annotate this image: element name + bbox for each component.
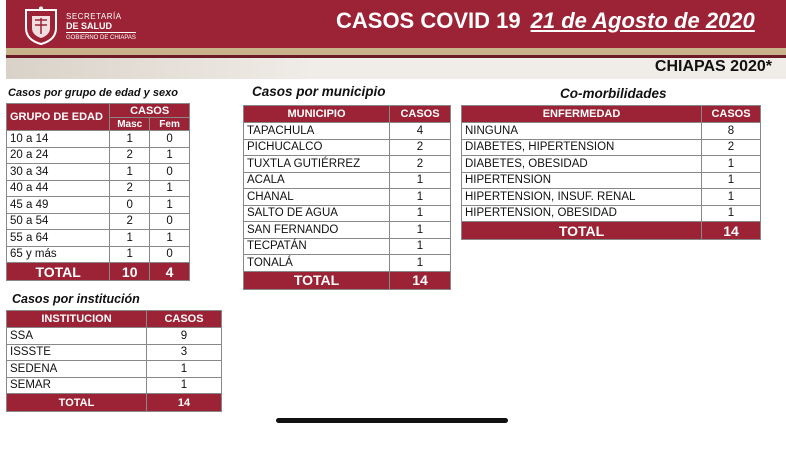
region-label: CHIAPAS 2020* [654, 58, 772, 75]
cell-casos: 1 [390, 189, 451, 206]
col-municipio: MUNICIPIO [244, 106, 390, 123]
total-value: 14 [147, 394, 222, 412]
total-value: 14 [702, 222, 761, 240]
col-casos: CASOS [390, 106, 451, 123]
cell-casos: 2 [390, 156, 451, 173]
cell-masc: 2 [110, 180, 150, 197]
cell-casos: 8 [702, 123, 761, 140]
section-title-edad: Casos por grupo de edad y sexo [8, 87, 178, 99]
table-row [462, 205, 761, 222]
section-title-municipio: Casos por municipio [252, 84, 386, 99]
cell-fem: 1 [150, 147, 190, 164]
col-masc: Masc [110, 118, 150, 131]
cell-municipio: PICHUCALCO [244, 139, 390, 156]
cell-municipio: ACALA [244, 172, 390, 189]
coat-of-arms-icon [22, 6, 60, 46]
cell-casos: 1 [147, 361, 222, 378]
cell-casos: 1 [390, 238, 451, 255]
cell-masc: 1 [110, 164, 150, 181]
cell-casos: 1 [702, 205, 761, 222]
table-row [244, 189, 451, 206]
title-date: 21 de Agosto de 2020 [530, 8, 755, 33]
table-row [244, 172, 451, 189]
cell-institucion: SEMAR [7, 377, 147, 394]
header-banner [6, 0, 786, 79]
table-row [462, 172, 761, 189]
cell-fem: 0 [150, 213, 190, 230]
cell-enfermedad: HIPERTENSION [462, 172, 702, 189]
total-label: TOTAL [462, 222, 702, 240]
table-row [7, 246, 190, 263]
cell-casos: 1 [390, 255, 451, 272]
table-row [7, 147, 190, 164]
cell-fem: 0 [150, 246, 190, 263]
total-row [462, 222, 761, 240]
total-fem: 4 [150, 263, 190, 281]
table-row [462, 156, 761, 173]
cell-casos: 2 [702, 139, 761, 156]
cell-municipio: CHANAL [244, 189, 390, 206]
cell-casos: 1 [147, 377, 222, 394]
table-row [244, 139, 451, 156]
table-comorbilidades [461, 105, 761, 240]
table-institucion [6, 310, 222, 412]
cell-casos: 1 [390, 172, 451, 189]
cell-municipio: TAPACHULA [244, 123, 390, 140]
cell-fem: 0 [150, 131, 190, 148]
total-row [244, 271, 451, 289]
table-row [7, 180, 190, 197]
cell-casos: 1 [702, 172, 761, 189]
table-row [7, 377, 222, 394]
table-row [7, 328, 222, 345]
section-title-institucion: Casos por institución [12, 292, 140, 306]
cell-masc: 0 [110, 197, 150, 214]
table-row [244, 255, 451, 272]
cell-municipio: TONALÁ [244, 255, 390, 272]
cell-casos: 1 [390, 222, 451, 239]
cell-masc: 1 [110, 230, 150, 247]
table-row [7, 213, 190, 230]
logo-line-3: GOBIERNO DE CHIAPAS [66, 32, 136, 42]
cell-masc: 1 [110, 246, 150, 263]
horizontal-scrollbar[interactable] [276, 418, 508, 423]
table-municipio [243, 105, 451, 290]
table-row [7, 230, 190, 247]
table-row [462, 189, 761, 206]
cell-masc: 2 [110, 147, 150, 164]
cell-enfermedad: HIPERTENSION, OBESIDAD [462, 205, 702, 222]
cell-grupo: 45 a 49 [7, 197, 110, 214]
cell-masc: 2 [110, 213, 150, 230]
cell-masc: 1 [110, 131, 150, 148]
cell-casos: 1 [702, 189, 761, 206]
logo-line-2: DE SALUD [66, 21, 113, 31]
cell-fem: 1 [150, 180, 190, 197]
table-row [244, 238, 451, 255]
section-title-comorbilidades: Co-morbilidades [560, 86, 667, 101]
cell-casos: 2 [390, 139, 451, 156]
cell-fem: 1 [150, 197, 190, 214]
cell-fem: 0 [150, 164, 190, 181]
table-row [7, 361, 222, 378]
cell-municipio: TUXTLA GUTIÉRREZ [244, 156, 390, 173]
cell-grupo: 65 y más [7, 246, 110, 263]
col-casos: CASOS [147, 311, 222, 328]
page-title [336, 8, 755, 34]
cell-grupo: 10 a 14 [7, 131, 110, 148]
total-label: TOTAL [244, 271, 390, 289]
table-row [462, 139, 761, 156]
cell-grupo: 50 a 54 [7, 213, 110, 230]
cell-institucion: ISSSTE [7, 344, 147, 361]
table-row [462, 123, 761, 140]
total-row [7, 263, 190, 281]
table-row [244, 222, 451, 239]
total-label: TOTAL [7, 263, 110, 281]
cell-municipio: TECPATÁN [244, 238, 390, 255]
col-institucion: INSTITUCION [7, 311, 147, 328]
cell-enfermedad: NINGUNA [462, 123, 702, 140]
col-casos: CASOS [110, 104, 190, 118]
col-grupo-edad: GRUPO DE EDAD [7, 104, 110, 131]
cell-casos: 4 [390, 123, 451, 140]
cell-grupo: 30 a 34 [7, 164, 110, 181]
col-enfermedad: ENFERMEDAD [462, 106, 702, 123]
table-edad [6, 103, 190, 281]
cell-fem: 1 [150, 230, 190, 247]
cell-enfermedad: DIABETES, HIPERTENSION [462, 139, 702, 156]
cell-casos: 1 [390, 205, 451, 222]
cell-grupo: 40 a 44 [7, 180, 110, 197]
cell-casos: 9 [147, 328, 222, 345]
total-row [7, 394, 222, 412]
table-row [244, 205, 451, 222]
total-value: 14 [390, 271, 451, 289]
cell-municipio: SALTO DE AGUA [244, 205, 390, 222]
header-stripe [6, 48, 786, 55]
cell-institucion: SSA [7, 328, 147, 345]
table-row [7, 344, 222, 361]
cell-municipio: SAN FERNANDO [244, 222, 390, 239]
total-masc: 10 [110, 263, 150, 281]
table-row [244, 156, 451, 173]
cell-grupo: 20 a 24 [7, 147, 110, 164]
col-fem: Fem [150, 118, 190, 131]
cell-grupo: 55 a 64 [7, 230, 110, 247]
cell-institucion: SEDENA [7, 361, 147, 378]
table-row [7, 164, 190, 181]
header-bottom-shade [6, 58, 316, 79]
col-casos: CASOS [702, 106, 761, 123]
cell-enfermedad: HIPERTENSION, INSUF. RENAL [462, 189, 702, 206]
cell-enfermedad: DIABETES, OBESIDAD [462, 156, 702, 173]
logo-line-1: SECRETARÍA [66, 12, 122, 21]
table-row [7, 131, 190, 148]
table-row [244, 123, 451, 140]
title-text: CASOS COVID 19 [336, 8, 521, 33]
total-label: TOTAL [7, 394, 147, 412]
logo-text [66, 12, 136, 42]
cell-casos: 3 [147, 344, 222, 361]
table-row [7, 197, 190, 214]
cell-casos: 1 [702, 156, 761, 173]
